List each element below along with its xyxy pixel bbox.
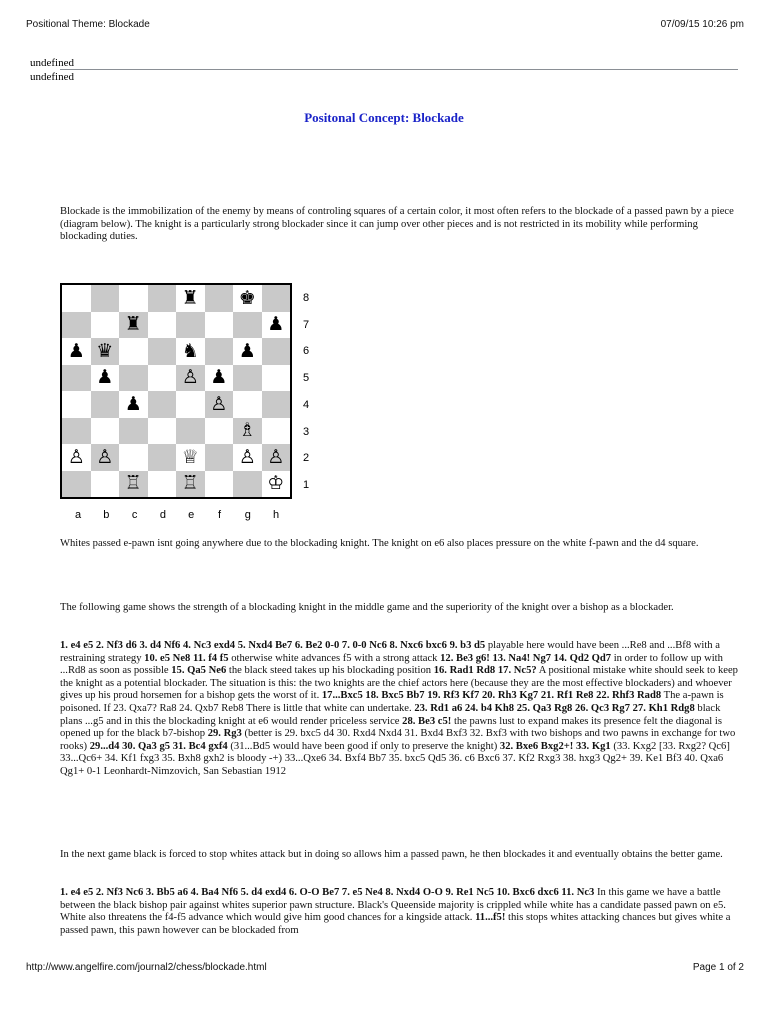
square-g8 [233, 285, 262, 312]
move-sequence: 29. Rg3 [207, 728, 242, 740]
square-h4 [262, 391, 291, 418]
annotation: A positional mistake white should seek to keep the knight as a potential blockader. The situation is this: the two knights are the chief actors here (because they are the most effective blockaders) and whoever gives up his proud horsemen for a bishop gets the worst of it. [60, 665, 738, 702]
rank-label: 4 [302, 398, 310, 411]
move-sequence: 32. Bxe6 Bxg2+! 33. Kg1 [499, 740, 611, 752]
move-sequence: 1. e4 e5 2. Nf3 d6 3. d4 Nf6 4. Nc3 exd4 5. Nxd4 Be7 6. Be2 0-0 7. 0-0 Nc6 8. Nxc6 bxc6 9. b3 d5 [60, 640, 486, 651]
white-pawn-icon: ♙ [96, 445, 114, 468]
square-c1 [119, 471, 148, 498]
square-f7 [205, 312, 234, 339]
square-h8 [262, 285, 291, 312]
square-e6 [176, 338, 205, 365]
square-e2 [176, 444, 205, 471]
black-rook-icon: ♜ [124, 313, 142, 336]
print-footer [26, 962, 744, 973]
square-f8 [205, 285, 234, 312]
square-h5 [262, 365, 291, 392]
rank-label: 3 [302, 425, 310, 438]
move-sequence: 29...d4 30. Qa3 g5 31. Bc4 gxf4 [89, 740, 228, 752]
file-label: g [244, 509, 251, 521]
file-label: d [159, 509, 166, 521]
square-e5 [176, 365, 205, 392]
square-g2 [233, 444, 262, 471]
move-sequence: 16. Rad1 Rd8 17. Nc5? [433, 665, 537, 677]
header-title: Positional Theme: Blockade [26, 19, 150, 30]
black-pawn-icon: ♟ [96, 366, 114, 389]
square-f3 [205, 418, 234, 445]
header-datetime: 07/09/15 10:26 pm [660, 19, 744, 30]
black-knight-icon: ♞ [181, 339, 199, 362]
square-f4 [205, 391, 234, 418]
square-g3 [233, 418, 262, 445]
white-pawn-icon: ♙ [67, 445, 85, 468]
divider [60, 69, 738, 70]
rank-label: 6 [302, 345, 310, 358]
square-c6 [119, 338, 148, 365]
square-f1 [205, 471, 234, 498]
square-h3 [262, 418, 291, 445]
square-a1 [62, 471, 91, 498]
square-h6 [262, 338, 291, 365]
undefined-line-2: undefined [30, 71, 74, 83]
square-d8 [148, 285, 177, 312]
square-b2 [91, 444, 120, 471]
black-rook-icon: ♜ [181, 286, 199, 309]
square-c5 [119, 365, 148, 392]
white-bishop-icon: ♗ [238, 419, 256, 442]
white-queen-icon: ♕ [181, 445, 199, 468]
square-c4 [119, 391, 148, 418]
square-e3 [176, 418, 205, 445]
black-king-icon: ♚ [238, 286, 256, 309]
square-d1 [148, 471, 177, 498]
square-a3 [62, 418, 91, 445]
diagram-comment: Whites passed e-pawn isnt going anywhere due to the blockading knight. The knight on e6 also places pressure on the white f-pawn and the d4 square. [60, 538, 699, 549]
square-b4 [91, 391, 120, 418]
square-b8 [91, 285, 120, 312]
square-d4 [148, 391, 177, 418]
square-e7 [176, 312, 205, 339]
intro-paragraph: Blockade is the immobilization of the enemy by means of controling squares of a certain color, it most often refers to the blockade of a passed pawn by a piece (diagram below). The knight is a particularly strong blockader since it can jump over other pieces and is not restricted in its mobility while performing blockading duties. [60, 206, 734, 243]
move-sequence: 17...Bxc5 18. Bxc5 Bb7 19. Rf3 Kf7 20. Rh3 Kg7 21. Rf1 Re8 22. Rhf3 Rad8 [321, 690, 662, 702]
square-e8 [176, 285, 205, 312]
black-pawn-icon: ♟ [238, 339, 256, 362]
annotation: otherwise white advances f5 with a strong attack [228, 652, 441, 664]
square-g6 [233, 338, 262, 365]
move-sequence: 10. e5 Ne8 11. f4 f5 [144, 652, 229, 664]
square-f6 [205, 338, 234, 365]
square-d5 [148, 365, 177, 392]
footer-url: http://www.angelfire.com/journal2/chess/blockade.html [26, 962, 267, 973]
move-sequence: 23. Rd1 a6 24. b4 Kh8 25. Qa3 Rg8 26. Qc3 Rg7 27. Kh1 Rdg8 [414, 702, 695, 714]
black-pawn-icon: ♟ [124, 392, 142, 415]
square-a2 [62, 444, 91, 471]
annotation: (31...Bd5 would have been good if only to preserve the knight) [227, 740, 500, 752]
square-c7 [119, 312, 148, 339]
rank-label: 7 [302, 318, 310, 331]
white-pawn-icon: ♙ [238, 445, 256, 468]
file-label: f [217, 509, 222, 521]
annotation: (33. Kxg2 [33. Rxg2? Qc6] 33...Qc6+ 34. Kf1 fxg3 35. Bxh8 gxh2 is bloody -+) 33...Qxe6 34. Bxf4 Bb7 35. bxc5 Qd5 36. c6 Bxc6 37. Kf2 Rxg3 38. hxg3 Qg2+ 39. Ke1 Bf3 40. Qxa6 Qg1+ 0-1 Leonhardt-Nimzovich, San Sebastian 1912 [60, 740, 730, 777]
annotation: playable here would have been ...Re8 and ...Bf8 with a restraining strategy [60, 640, 720, 664]
white-pawn-icon: ♙ [267, 445, 285, 468]
annotation: in order to follow up with ...Rd8 as soon as possible [60, 652, 723, 677]
game2-moves [60, 887, 738, 937]
move-sequence: 11...f5! [475, 912, 506, 924]
black-queen-icon: ♛ [96, 339, 114, 362]
annotation: (better is 29. bxc5 d4 30. Rxd4 Nxd4 31. Bxd4 Bxf3 32. Bxf3 with two bishops and two pawns in exchange for two rooks) [60, 728, 736, 752]
black-pawn-icon: ♟ [267, 313, 285, 336]
file-label: b [103, 509, 110, 521]
annotation: The a-pawn is poisoned. If 23. Qxa7? Ra8 24. Qxb7 Reb8 There is little that white can undertake. [60, 690, 724, 714]
annotation: this stops whites attacking chances but gives white a passed pawn, this pawn however can be blockaded from [60, 912, 731, 936]
file-label: c [131, 509, 138, 521]
black-pawn-icon: ♟ [67, 339, 85, 362]
square-c3 [119, 418, 148, 445]
square-h1 [262, 471, 291, 498]
print-header [26, 19, 744, 30]
chess-board [60, 283, 292, 499]
square-b1 [91, 471, 120, 498]
undefined-line-1: undefined [30, 57, 74, 69]
file-label: h [273, 509, 280, 521]
game1-intro: The following game shows the strength of a blockading knight in the middle game and the superiority of the knight over a bishop as a blockader. [60, 602, 674, 613]
file-label: a [74, 509, 82, 521]
square-a8 [62, 285, 91, 312]
square-d6 [148, 338, 177, 365]
white-pawn-icon: ♙ [181, 366, 199, 389]
move-sequence: 28. Be3 c5! [402, 715, 452, 727]
square-e4 [176, 391, 205, 418]
square-g7 [233, 312, 262, 339]
square-a6 [62, 338, 91, 365]
move-sequence: 12. Be3 g6! 13. Na4! Ng7 14. Qd2 Qd7 [440, 652, 612, 664]
white-rook-icon: ♖ [124, 472, 142, 495]
square-d2 [148, 444, 177, 471]
square-h7 [262, 312, 291, 339]
rank-label: 2 [302, 452, 310, 465]
square-c8 [119, 285, 148, 312]
square-h2 [262, 444, 291, 471]
square-a7 [62, 312, 91, 339]
annotation: In this game we have a battle between the black bishop pair against whites superior pawn structure. Black's Queenside majority is crippled while white has a candidate passed pawn on e5. White also threatens the f4-f5 advance which would give him good chances for a kingside attack. [60, 887, 726, 924]
square-b7 [91, 312, 120, 339]
square-f5 [205, 365, 234, 392]
white-pawn-icon: ♙ [210, 392, 228, 415]
square-g4 [233, 391, 262, 418]
annotation: the pawns lust to expand makes its presence felt the diagonal is opened up for the black b7-bishop [60, 715, 722, 740]
game1-moves [60, 640, 738, 779]
file-label: e [188, 509, 195, 521]
square-g5 [233, 365, 262, 392]
square-d7 [148, 312, 177, 339]
annotation: the black steed takes up his blockading position [226, 665, 434, 677]
move-sequence: 1. e4 e5 2. Nf3 Nc6 3. Bb5 a6 4. Ba4 Nf6 5. d4 exd4 6. O-O Be7 7. e5 Ne4 8. Nxd4 O-O 9. Re1 Nc5 10. Bxc6 dxc6 11. Nc3 [60, 887, 595, 898]
square-d3 [148, 418, 177, 445]
game2-intro: In the next game black is forced to stop whites attack but in doing so allows him a passed pawn, he then blockades it and eventually obtains the better game. [60, 849, 723, 860]
white-king-icon: ♔ [267, 472, 285, 495]
square-b6 [91, 338, 120, 365]
black-pawn-icon: ♟ [210, 366, 228, 389]
square-g1 [233, 471, 262, 498]
square-b3 [91, 418, 120, 445]
square-f2 [205, 444, 234, 471]
rank-label: 1 [302, 478, 310, 491]
square-b5 [91, 365, 120, 392]
rank-label: 5 [302, 372, 310, 385]
footer-page: Page 1 of 2 [692, 962, 744, 973]
move-sequence: 15. Qa5 Ne6 [171, 665, 227, 677]
white-rook-icon: ♖ [181, 472, 199, 495]
square-c2 [119, 444, 148, 471]
square-a4 [62, 391, 91, 418]
rank-label: 8 [302, 292, 310, 304]
annotation: black plans ...g5 and in this the blockading knight at e6 would render priceless service [60, 702, 721, 727]
square-e1 [176, 471, 205, 498]
square-a5 [62, 365, 91, 392]
page-title: Positonal Concept: Blockade [304, 110, 464, 125]
